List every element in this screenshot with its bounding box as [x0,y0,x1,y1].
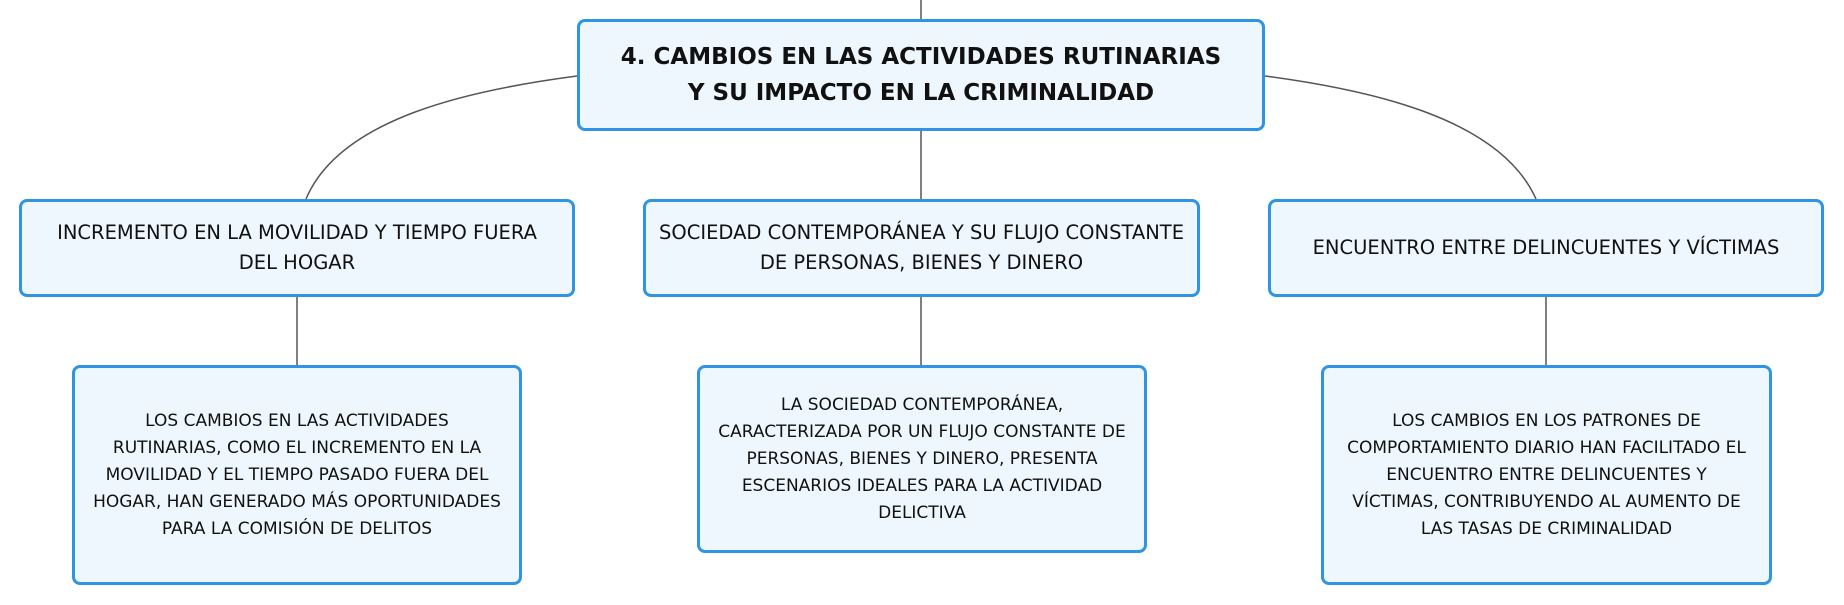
topic-node-sociedad[interactable] [643,199,1200,297]
topic-label-sociedad: SOCIEDAD CONTEMPORÁNEA Y SU FLUJO CONSTANTE DE PERSONAS, BIENES Y DINERO [658,221,1185,274]
detail-node-sociedad[interactable] [697,365,1147,553]
main-topic-node[interactable] [577,19,1265,131]
detail-text-encuentro: LOS CAMBIOS EN LOS PATRONES DE COMPORTAMIENTO DIARIO HAN FACILITADO EL ENCUENTRO ENTRE DELINCUENTES Y VÍCTIMAS, CONTRIBUYENDO AL AUMENTO DE LAS TASAS DE CRIMINALIDAD [1347,410,1746,539]
connector-main-to-branch-1 [306,76,577,199]
topic-label-movilidad: INCREMENTO EN LA MOVILIDAD Y TIEMPO FUERA DEL HOGAR [57,221,537,274]
detail-node-movilidad[interactable] [72,365,522,585]
detail-text-sociedad: LA SOCIEDAD CONTEMPORÁNEA, CARACTERIZADA POR UN FLUJO CONSTANTE DE PERSONAS, BIENES Y DINERO, PRESENTA ESCENARIOS IDEALES PARA LA ACTIVIDAD DELICTIVA [718,394,1126,523]
detail-text-movilidad: LOS CAMBIOS EN LAS ACTIVIDADES RUTINARIAS, COMO EL INCREMENTO EN LA MOVILIDAD Y EL TIEMPO PASADO FUERA DEL HOGAR, HAN GENERADO MÁS OPORTUNIDADES PARA LA COMISIÓN DE DELITOS [93,410,501,539]
topic-node-movilidad[interactable] [19,199,575,297]
connector-main-to-branch-3 [1265,76,1536,199]
topic-label-encuentro: ENCUENTRO ENTRE DELINCUENTES Y VÍCTIMAS [1312,236,1780,259]
main-topic-label: 4. CAMBIOS EN LAS ACTIVIDADES RUTINARIAS Y SU IMPACTO EN LA CRIMINALIDAD [620,44,1222,106]
detail-node-encuentro[interactable] [1321,365,1772,585]
topic-node-encuentro[interactable] [1268,199,1824,297]
